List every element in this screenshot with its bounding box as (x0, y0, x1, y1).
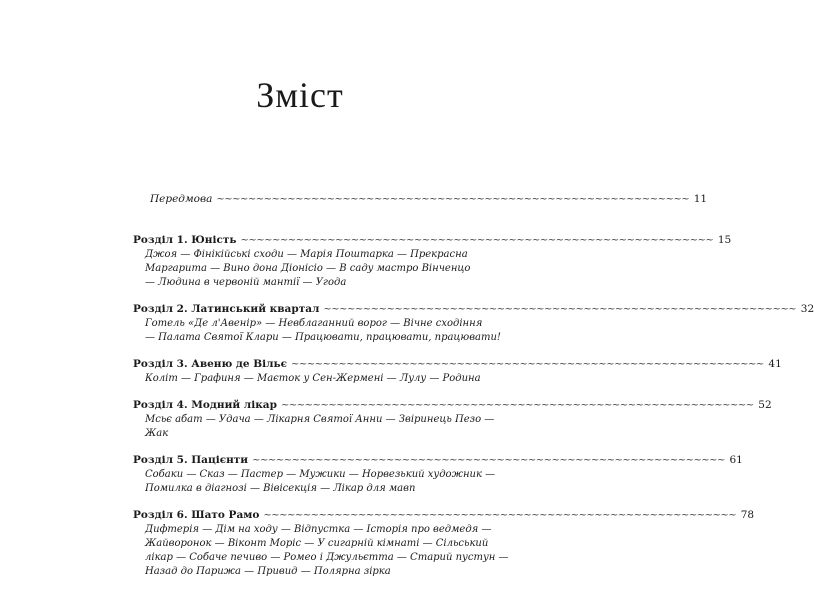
table-of-contents (133, 192, 814, 579)
leader-dots: ~~~~~~~~~~~~~~~~~~~~~~~~~~~~~~~~~~~~~~~~~~~~~~~~~~~~~~~~~~~~ (323, 304, 797, 315)
toc-page-number: 41 (768, 358, 782, 370)
toc-entry-label: Розділ 6. Шато Рамо (133, 509, 260, 521)
toc-page-number: 15 (717, 234, 732, 246)
toc-subtopic-line: Собаки — Сказ — Пастер — Мужики — Норвезький художник — (145, 469, 496, 480)
toc-entry-label: Розділ 5. Пацієнти (133, 454, 249, 466)
toc-entry-label: Передмова (150, 193, 213, 205)
toc-entry-chapter-6[interactable] (133, 508, 755, 579)
toc-entry-label: Розділ 2. Латинський квартал (133, 303, 320, 315)
leader-dots: ~~~~~~~~~~~~~~~~~~~~~~~~~~~~~~~~~~~~~~~~~~~~~~~~~~~~~~~~~~~~ (252, 455, 725, 466)
leader-dots: ~~~~~~~~~~~~~~~~~~~~~~~~~~~~~~~~~~~~~~~~~~~~~~~~~~~~~~~~~~~~ (291, 359, 764, 370)
toc-subtopic-line: Колiт — Графиня — Маєток у Сен-Жермені — Лулу — Родина (145, 373, 481, 384)
toc-entry-label: Розділ 4. Модний лікар (133, 399, 277, 411)
leader-dots: ~~~~~~~~~~~~~~~~~~~~~~~~~~~~~~~~~~~~~~~~~~~~~~~~~~~~~~~~~~~~ (216, 194, 690, 205)
toc-subtopic-line: Дифтерія — Дім на ходу — Відпустка — Історія про ведмедя — (145, 524, 492, 535)
toc-subtopics (133, 317, 501, 345)
toc-subtopic-line: Джоя — Фінікійські сходи — Марія Поштарка — Прекрасна (145, 249, 468, 260)
leader-dots: ~~~~~~~~~~~~~~~~~~~~~~~~~~~~~~~~~~~~~~~~~~~~~~~~~~~~~~~~~~~~ (280, 400, 754, 411)
toc-subtopic-line: Жайворонок — Віконт Моріс — У сигарній кімнаті — Сільський (145, 538, 489, 549)
toc-page-number: 32 (800, 303, 814, 315)
toc-page-number: 78 (740, 509, 755, 521)
toc-entry-chapter-5[interactable] (133, 453, 743, 496)
toc-subtopic-line: Назад до Парижа — Привид — Полярна зірка (145, 566, 391, 577)
toc-entry-chapter-2[interactable] (133, 302, 814, 345)
toc-page-number: 61 (729, 454, 743, 466)
toc-subtopics (133, 468, 496, 496)
toc-subtopic-line: Жак (145, 428, 169, 439)
toc-entry-chapter-3[interactable] (133, 357, 782, 386)
toc-subtopics (133, 248, 471, 290)
toc-entry-preface[interactable] (133, 192, 708, 207)
toc-entry-chapter-1[interactable] (133, 233, 732, 290)
toc-subtopic-line: лікар — Собаче печиво — Ромео і Джульєтта — Старий пустун — (145, 552, 509, 563)
page-title: Зміст (256, 75, 344, 115)
toc-subtopics (133, 413, 495, 441)
toc-entry-label: Розділ 3. Авеню де Вільє (133, 358, 288, 370)
toc-subtopic-line: — Палата Святої Клари — Працювати, працювати, працювати! (145, 332, 501, 343)
toc-subtopic-line: Мсьє абат — Удача — Лікарня Святої Анни — Звіринець Пезо — (145, 414, 495, 425)
toc-subtopics (133, 523, 509, 579)
toc-page-number: 52 (758, 399, 772, 411)
toc-subtopic-line: — Людина в червоній мантії — Угода (145, 277, 347, 288)
toc-entry-chapter-4[interactable] (133, 398, 772, 441)
leader-dots: ~~~~~~~~~~~~~~~~~~~~~~~~~~~~~~~~~~~~~~~~~~~~~~~~~~~~~~~~~~~~ (263, 510, 737, 521)
toc-subtopic-line: Помилка в діагнозі — Вівісекція — Лікар для мавп (145, 483, 416, 494)
toc-subtopic-line: Маргарита — Вино дона Діонісіо — В саду мастро Вінченцо (145, 263, 471, 274)
toc-page-number: 11 (693, 193, 708, 205)
toc-entry-label: Розділ 1. Юність (133, 234, 237, 246)
leader-dots: ~~~~~~~~~~~~~~~~~~~~~~~~~~~~~~~~~~~~~~~~~~~~~~~~~~~~~~~~~~~~ (240, 235, 714, 246)
toc-subtopic-line: Готель «Де л'Авенір» — Невблаганний ворог — Вічне сходіння (145, 318, 483, 329)
toc-subtopics (133, 372, 481, 386)
